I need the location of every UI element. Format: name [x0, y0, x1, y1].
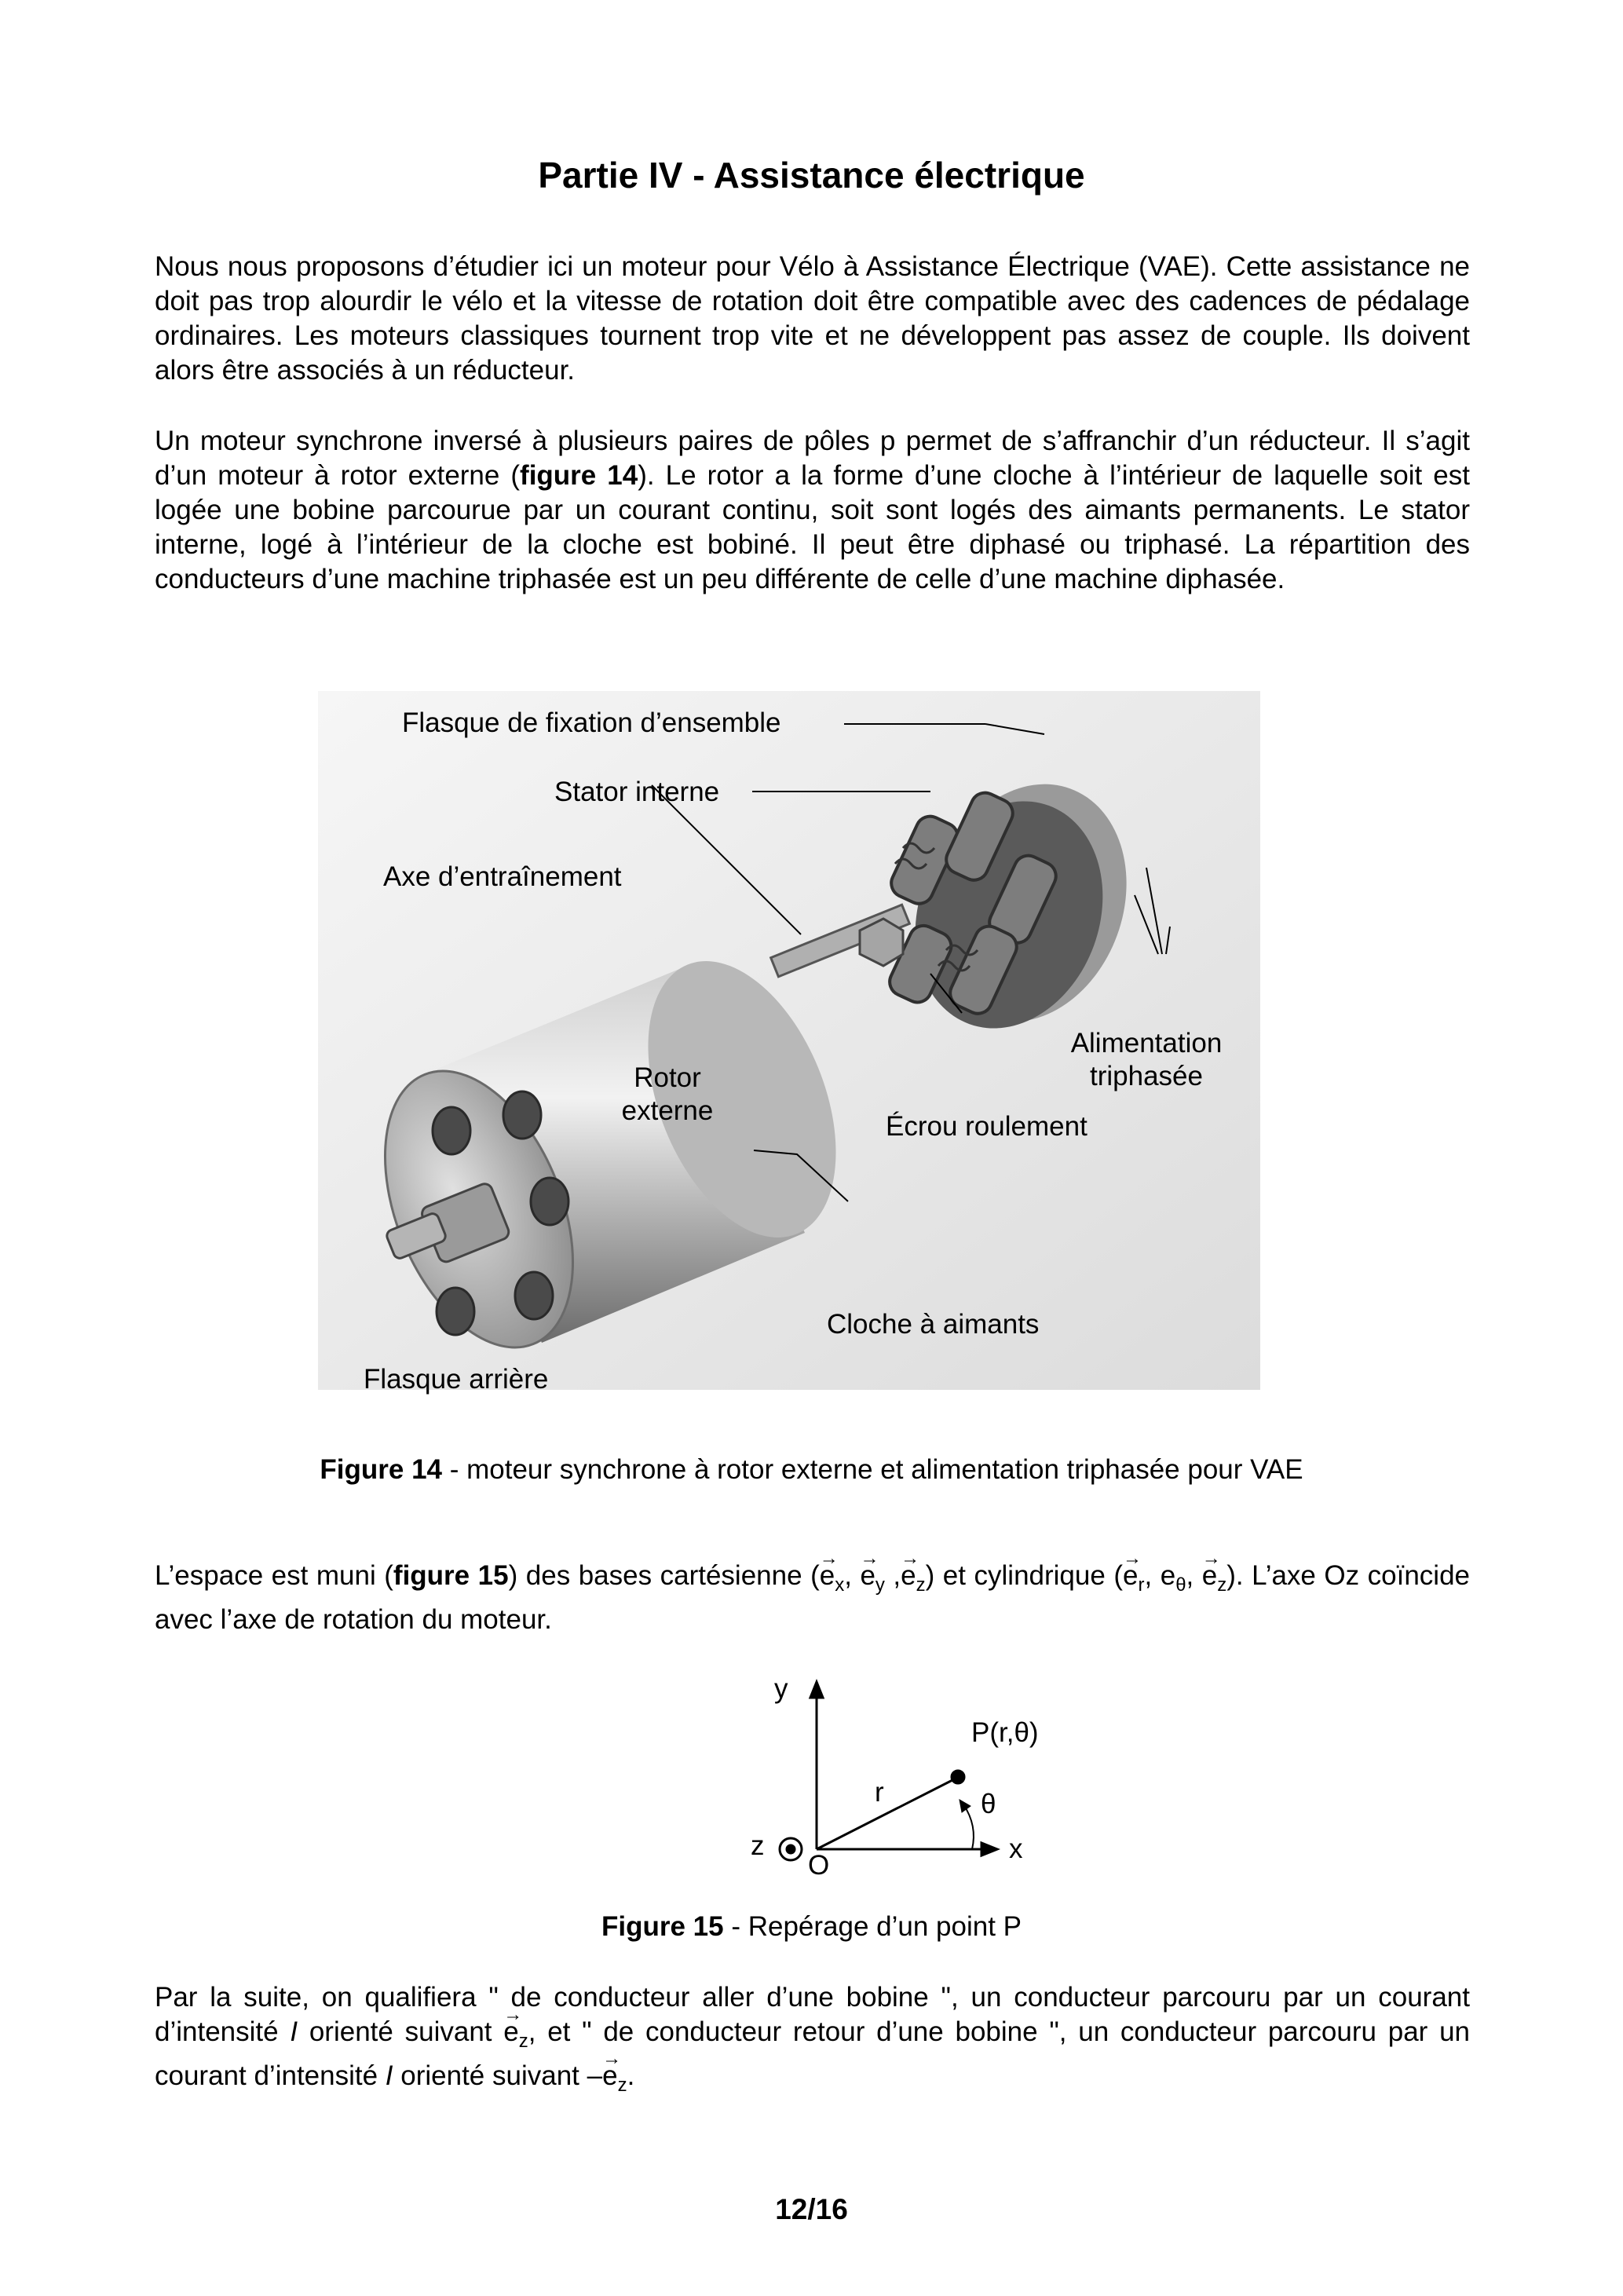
figure14-caption [0, 1454, 1623, 1486]
text: ) des bases cartésienne ( [508, 1560, 820, 1591]
figure-ref: figure 14 [520, 460, 638, 491]
diagram-theta: θ [981, 1789, 996, 1819]
figure15-caption [0, 1911, 1623, 1943]
minus-sign: – [587, 2060, 603, 2091]
label-rotor-line2: externe [621, 1095, 714, 1126]
r-vector [817, 1779, 956, 1849]
text: ). Le rotor a la forme d’une cloche à l’intérieur de laquelle soit est logée une bobine parcourue par un courant continu, soit sont logés des aimants permanents. Le stator interne, logé à l’intérieur de la cloche est bobiné. Il peut être diphasé ou triphasé. La répartition des conducteurs d’une machine triphasée est un peu différente de celle d’une machine diphasée. [155, 460, 1470, 594]
text: ) et cylindrique ( [925, 1560, 1123, 1591]
vector-ey: → e [860, 1559, 875, 1593]
sub: z [518, 2031, 528, 2052]
vector-ex: → e [820, 1559, 835, 1593]
vector-ez: → e [503, 2015, 518, 2049]
diagram-point-label: P(r,θ) [971, 1717, 1039, 1748]
label-flasque-fixation: Flasque de fixation d’ensemble [402, 707, 781, 738]
caption-label: Figure 15 [601, 1911, 724, 1942]
motor-paragraph [155, 424, 1470, 597]
text: orienté suivant [393, 2060, 587, 2091]
label-stator: Stator interne [554, 777, 720, 807]
diagram-origin: O [808, 1850, 830, 1881]
sub: θ [1175, 1574, 1186, 1596]
vector-etheta: e [1160, 1560, 1176, 1591]
text: ). L’axe Oz coïncide avec l’axe de rotation du moteur. [155, 1560, 1471, 1635]
coordinates-paragraph: L’espace est muni (figure 15) des bases cartésienne (→ $e_x$, → $e_y$ ,→ $e_z$) et cylindrique (→ $e_r$, $e_\theta$, → $e_z$). L’axe Oz coïncide avec l’axe de rotation du moteur. [155, 1559, 1470, 1637]
page-number: 12/16 [775, 2193, 848, 2225]
theta-arc [963, 1804, 974, 1849]
current-symbol: I [385, 2060, 393, 2091]
page-title: Partie IV - Assistance électrique [538, 155, 1085, 196]
label-rotor [605, 1062, 730, 1128]
label-ecrou: Écrou roulement [886, 1111, 1087, 1142]
label-rotor-line1: Rotor [634, 1062, 701, 1093]
diagram-z: z [751, 1830, 765, 1861]
caption-label: Figure 14 [320, 1454, 442, 1485]
z-dot [787, 1845, 795, 1853]
label-axe: Axe d’entraînement [383, 861, 622, 892]
y-arrow [810, 1682, 823, 1698]
vector-ez: → e [901, 1559, 916, 1593]
sub: y [875, 1574, 885, 1596]
vector-ez2: → e [1202, 1559, 1217, 1593]
x-arrow [981, 1843, 997, 1855]
sub: z [617, 2075, 627, 2096]
text: Par la suite, on qualifiera " de conducteur aller d’une bobine ", un conducteur parcouru par un courant d’intensité [155, 1982, 1470, 2047]
caption-text: - moteur synchrone à rotor externe et alimentation triphasée pour VAE [442, 1454, 1303, 1485]
vector-ez: → e [602, 2059, 617, 2093]
sub: r [1138, 1574, 1145, 1596]
text: orienté suivant [298, 2016, 504, 2047]
text: Un moteur synchrone inversé à plusieurs paires de pôles p permet de s’affranchir d’un réducteur. Il s’agit d’un moteur à rotor externe ( [155, 426, 1470, 491]
text: , et " de conducteur retour d’une bobine ", un conducteur parcouru par un courant d’intensité [155, 2016, 1470, 2091]
figure-ref: figure 15 [393, 1560, 509, 1591]
intro-paragraph: Nous nous proposons d’étudier ici un moteur pour Vélo à Assistance Électrique (VAE). Cette assistance ne doit pas trop alourdir le vélo et la vitesse de rotation doit être compatible avec des cadences de pédalage ordinaires. Les moteurs classiques tournent trop vite et ne développent pas assez de couple. Ils doivent alors être associés à un réducteur. [155, 251, 1470, 386]
conductor-paragraph [155, 1980, 1470, 2103]
vector-er: → e [1123, 1559, 1138, 1593]
figure15-diagram [707, 1673, 1115, 1892]
sub: z [916, 1574, 926, 1596]
diagram-x: x [1009, 1834, 1023, 1864]
diagram-r: r [875, 1777, 884, 1808]
caption-text: - Repérage d’un point P [723, 1911, 1022, 1942]
theta-arrow [960, 1800, 971, 1812]
sub: z [1217, 1574, 1227, 1596]
text: . [627, 2060, 635, 2091]
point-p [952, 1771, 964, 1783]
label-cloche: Cloche à aimants [827, 1309, 1040, 1340]
text: L’espace est muni ( [155, 1560, 393, 1591]
sub: x [835, 1574, 845, 1596]
label-alimentation [1060, 1027, 1233, 1093]
current-symbol: I [290, 2016, 298, 2047]
diagram-y: y [774, 1673, 788, 1704]
label-flasque-arriere: Flasque arrière [364, 1364, 549, 1395]
label-alimentation-line1: Alimentation [1070, 1028, 1223, 1058]
label-alimentation-line2: triphasée [1090, 1061, 1203, 1091]
